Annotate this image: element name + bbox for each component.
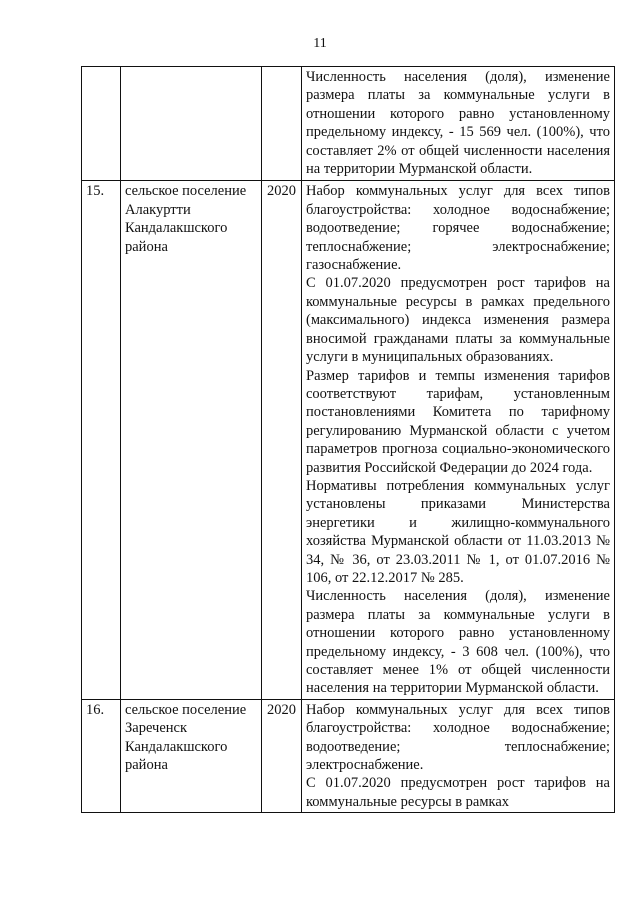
- cell-name: сельское поселение Зареченск Кандалакшского района: [121, 699, 262, 812]
- cell-year: 2020: [262, 699, 302, 812]
- paragraph: Размер тарифов и темпы изменения тарифов соответствуют тарифам, установленным постановлениями Комитета по тарифному регулированию Мурманской области с учетом параметров прогноза социально-экономического развития Российской Федерации до 2024 года.: [306, 367, 610, 476]
- cell-name: сельское поселение Алакуртти Кандалакшского района: [121, 181, 262, 699]
- cell-description: [302, 67, 615, 181]
- paragraph: С 01.07.2020 предусмотрен рост тарифов на коммунальные ресурсы в рамках предельного (максимального) индекса изменения размера вносимой гражданами платы за коммунальные услуги в муниципальных образованиях.: [306, 275, 610, 366]
- cell-year: 2020: [262, 181, 302, 699]
- table-row-continuation: [82, 67, 615, 181]
- paragraph: С 01.07.2020 предусмотрен рост тарифов на коммунальные ресурсы в рамках: [306, 775, 610, 810]
- paragraph: Численность населения (доля), изменение размера платы за коммунальные услуги в отношении которого равно установленному предельному индексу, - 15 569 чел. (100%), что составляет 2% от общей численности населения на территории Мурманской области.: [306, 69, 610, 178]
- cell-description: [302, 699, 615, 812]
- cell-year: [262, 67, 302, 181]
- cell-num: 15.: [82, 181, 121, 699]
- table-row-16: [82, 699, 615, 812]
- paragraph: Набор коммунальных услуг для всех типов благоустройства: холодное водоснабжение; водоотведение; теплоснабжение; электроснабжение.: [306, 701, 610, 774]
- table-row-15: [82, 181, 615, 699]
- tariff-table: [81, 66, 615, 813]
- cell-num: 16.: [82, 699, 121, 812]
- cell-description: [302, 181, 615, 699]
- paragraph: Нормативы потребления коммунальных услуг установлены приказами Министерства энергетики и жилищно-коммунального хозяйства Мурманской области от 11.03.2013 № 34, № 36, от 23.03.2011 № 1, от 01.07.2016 № 106, от 22.12.2017 № 285.: [306, 477, 610, 586]
- cell-num: [82, 67, 121, 181]
- paragraph: Численность населения (доля), изменение размера платы за коммунальные услуги в отношении которого равно установленному предельному индексу, - 3 608 чел. (100%), что составляет менее 1% от общей численности населения на территории Мурманской области.: [306, 588, 610, 697]
- paragraph: Набор коммунальных услуг для всех типов благоустройства: холодное водоснабжение; водоотведение; горячее водоснабжение; теплоснабжение; электроснабжение; газоснабжение.: [306, 183, 610, 274]
- cell-name: [121, 67, 262, 181]
- page-number: 11: [313, 36, 327, 51]
